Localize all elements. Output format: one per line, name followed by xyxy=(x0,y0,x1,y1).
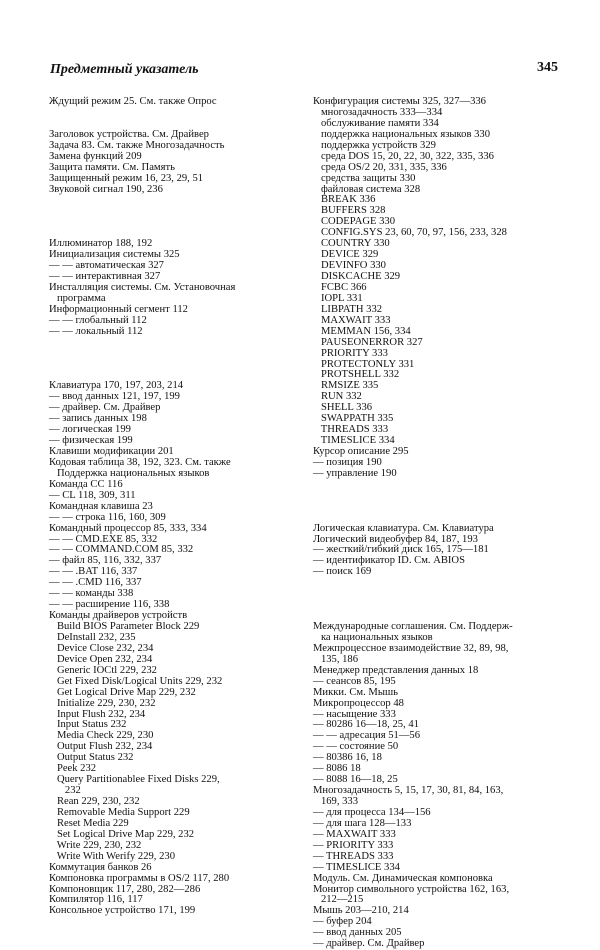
index-entry xyxy=(49,108,311,119)
index-entry: Инсталляция системы. См. Установочная xyxy=(49,281,236,293)
index-entry: RMSIZE 335 xyxy=(313,380,379,392)
index-entry: — — COMMAND.COM 85, 332 xyxy=(49,544,194,556)
index-entry: Поддержка национальных языков xyxy=(49,467,210,479)
index-entry xyxy=(313,480,593,491)
index-entry: — — адресация 51—56 xyxy=(313,730,421,742)
running-header-title: Предметный указатель xyxy=(50,62,199,77)
index-entry: MEMMAN 156, 334 xyxy=(313,325,411,337)
index-entry: Ждущий режим 25. См. также Опрос xyxy=(49,96,217,107)
index-entry: DEVICE 329 xyxy=(313,249,379,261)
index-entry: Компоновка программы в OS/2 117, 280 xyxy=(49,872,230,884)
index-entry: — ввод данных 205 xyxy=(313,927,402,939)
index-entry: PROTECTONLY 331 xyxy=(313,358,415,370)
index-entry: SHELL 336 xyxy=(313,402,373,414)
index-entry: — 80386 16, 18 xyxy=(313,752,382,764)
index-entry: Менеджер представления данных 18 xyxy=(313,664,479,676)
index-entry: — идентификатор ID. См. ABIOS xyxy=(313,555,465,567)
index-entry: Компилятор 116, 117 xyxy=(49,894,143,906)
index-entry: — 8086 18 xyxy=(313,763,361,775)
index-entry: — MAXWAIT 333 xyxy=(313,828,396,840)
index-entry: Set Logical Drive Map 229, 232 xyxy=(49,828,195,840)
index-entry: 232 xyxy=(49,785,81,797)
index-entry: TIMESLICE 334 xyxy=(313,435,395,447)
index-entry: — сеансов 85, 195 xyxy=(313,675,396,687)
index-entry: Initialize 229, 230, 232 xyxy=(49,697,156,709)
index-entry: — — состояние 50 xyxy=(313,741,399,753)
index-entry: DISKCACHE 329 xyxy=(313,271,401,282)
index-entry: THREADS 333 xyxy=(313,424,389,436)
index-entry: — — команды 338 xyxy=(49,588,134,600)
index-entry: поддержка национальных языков 330 xyxy=(313,128,490,140)
index-entry: — драйвер. См. Драйвер xyxy=(49,402,161,414)
index-entry: Get Fixed Disk/Logical Units 229, 232 xyxy=(49,675,223,687)
index-entry: — — строка 116, 160, 309 xyxy=(49,511,166,523)
index-entry: Звуковой сигнал 190, 236 xyxy=(49,183,163,195)
index-entry: DEVINFO 330 xyxy=(313,260,386,272)
index-entry xyxy=(49,338,311,349)
index-entry: Generic IOCtl 229, 232 xyxy=(49,664,157,676)
index-entry: — CL 118, 309, 311 xyxy=(49,489,136,501)
index-entry: PAUSEONERROR 327 xyxy=(313,336,423,348)
index-entry: RUN 332 xyxy=(313,391,362,403)
index-entry: — запись данных 198 xyxy=(49,413,147,425)
index-entry: Write 229, 230, 232 xyxy=(49,839,142,851)
index-entry xyxy=(49,195,311,206)
index-entry: обслуживание памяти 334 xyxy=(313,117,439,129)
index-entry: — — CMD.EXE 85, 332 xyxy=(49,533,158,545)
index-entry: Замена функций 209 xyxy=(49,150,142,162)
index-entry: Reset Media 229 xyxy=(49,817,129,829)
index-entry: Микропроцессор 48 xyxy=(313,697,404,709)
index-entry: — логическая 199 xyxy=(49,424,131,436)
index-entry: — поиск 169 xyxy=(313,566,372,578)
index-entry: — — автоматическая 327 xyxy=(49,260,164,272)
index-entry: MAXWAIT 333 xyxy=(313,314,391,326)
index-entry xyxy=(313,578,593,589)
index-entry: — THREADS 333 xyxy=(313,850,394,862)
index-entry: Input Status 232 xyxy=(49,719,127,731)
index-entry: Input Flush 232, 234 xyxy=(49,708,146,720)
index-entry: SWAPPATH 335 xyxy=(313,413,394,425)
index-column-left xyxy=(49,97,311,917)
index-entry: CODEPAGE 330 xyxy=(313,216,396,228)
index-entry: среда DOS 15, 20, 22, 30, 322, 335, 336 xyxy=(313,150,494,162)
index-entry: Build BIOS Parameter Block 229 xyxy=(49,621,200,632)
index-entry: — — .BAT 116, 337 xyxy=(49,566,138,578)
index-entry: Конфигурация системы 325, 327—336 xyxy=(313,96,486,107)
index-entry: Команды драйверов устройств xyxy=(49,610,188,622)
index-entry: CONFIG.SYS 23, 60, 70, 97, 156, 233, 328 xyxy=(313,227,507,239)
page-number: 345 xyxy=(537,60,558,75)
index-entry: FCBC 366 xyxy=(313,281,367,293)
index-entry: средства защиты 330 xyxy=(313,172,416,184)
index-entry: DeInstall 232, 235 xyxy=(49,631,136,643)
index-entry: — позиция 190 xyxy=(313,456,382,468)
index-entry: — 80286 16—18, 25, 41 xyxy=(313,719,419,731)
index-entry: — жесткий/гибкий диск 165, 175—181 xyxy=(313,544,489,556)
index-entry: Защищенный режим 16, 23, 29, 51 xyxy=(49,172,204,184)
index-entry: Rean 229, 230, 232 xyxy=(49,796,140,807)
index-entry: 169, 333 xyxy=(313,796,359,807)
index-entry: — — интерактивная 327 xyxy=(49,271,161,282)
index-entry: — насыщение 333 xyxy=(313,708,396,720)
index-entry: среда OS/2 20, 331, 335, 336 xyxy=(313,161,447,173)
index-entry: Курсор описание 295 xyxy=(313,446,409,457)
index-entry: Device Close 232, 234 xyxy=(49,642,154,654)
index-entry: — TIMESLICE 334 xyxy=(313,861,400,873)
index-entry: Межпроцессное взаимодействие 32, 89, 98, xyxy=(313,642,509,654)
index-column-right xyxy=(313,97,593,950)
index-entry: — — локальный 112 xyxy=(49,325,143,337)
index-entry: Команда CC 116 xyxy=(49,478,123,490)
index-entry: Монитор символьного устройства 162, 163, xyxy=(313,883,510,895)
index-entry: Многозадачность 5, 15, 17, 30, 81, 84, 163, xyxy=(313,785,504,797)
index-entry: — 8088 16—18, 25 xyxy=(313,774,398,786)
index-entry: Media Check 229, 230 xyxy=(49,730,154,742)
index-entry: — для шага 128—133 xyxy=(313,817,412,829)
index-entry: Output Status 232 xyxy=(49,752,134,764)
index-entry: — управление 190 xyxy=(313,467,397,479)
index-entry: Консольное устройство 171, 199 xyxy=(49,905,196,917)
index-entry: IOPL 331 xyxy=(313,292,363,304)
index-entry: Коммутация банков 26 xyxy=(49,861,152,873)
index-entry: — — .CMD 116, 337 xyxy=(49,577,142,589)
index-entry: — физическая 199 xyxy=(49,435,133,447)
index-entry: Командная клавиша 23 xyxy=(49,500,153,512)
index-entry: Инициализация системы 325 xyxy=(49,249,180,261)
index-entry: Микки. См. Мышь xyxy=(313,686,398,698)
index-entry xyxy=(313,513,593,524)
index-entry xyxy=(49,217,311,228)
index-entry: Иллюминатор 188, 192 xyxy=(49,238,153,250)
index-entry: 135, 186 xyxy=(313,653,359,665)
index-entry: Мышь 203—210, 214 xyxy=(313,905,409,917)
index-entry xyxy=(49,206,311,217)
index-entry: программа xyxy=(49,292,106,304)
index-entry: Заголовок устройства. См. Драйвер xyxy=(49,128,209,140)
index-entry: файловая система 328 xyxy=(313,183,421,195)
index-entry: Задача 83. См. также Многозадачность xyxy=(49,139,225,151)
index-entry: Клавиши модификации 201 xyxy=(49,446,174,457)
index-entry: — — глобальный 112 xyxy=(49,314,147,326)
index-entry: PRIORITY 333 xyxy=(313,347,388,359)
index-entry: многозадачность 333—334 xyxy=(313,106,443,118)
index-entry: Информационный сегмент 112 xyxy=(49,303,188,315)
index-entry: Модуль. См. Динамическая компоновка xyxy=(313,872,493,884)
index-entry xyxy=(49,349,311,360)
index-entry: Клавиатура 170, 197, 203, 214 xyxy=(49,380,184,392)
index-entry: — PRIORITY 333 xyxy=(313,839,394,851)
index-entry: — ввод данных 121, 197, 199 xyxy=(49,391,180,403)
index-entry: Peek 232 xyxy=(49,763,97,775)
index-entry: Removable Media Support 229 xyxy=(49,806,190,818)
index-entry: LIBPATH 332 xyxy=(313,303,383,315)
index-entry: BREAK 336 xyxy=(313,194,376,206)
index-entry: — файл 85, 116, 332, 337 xyxy=(49,555,162,567)
index-entry: Write With Werify 229, 230 xyxy=(49,850,175,862)
index-entry: Кодовая таблица 38, 192, 323. См. также xyxy=(49,456,231,468)
index-entry: Логическая клавиатура. См. Клавиатура xyxy=(313,522,494,534)
index-entry: — буфер 204 xyxy=(313,916,372,928)
index-entry: Device Open 232, 234 xyxy=(49,653,153,665)
index-entry xyxy=(313,589,593,600)
index-entry: COUNTRY 330 xyxy=(313,238,390,250)
index-entry: Output Flush 232, 234 xyxy=(49,741,153,753)
index-entry: поддержка устройств 329 xyxy=(313,139,436,151)
index-entry xyxy=(313,600,593,611)
index-entry xyxy=(313,491,593,502)
index-entry: Компоновщик 117, 280, 282—286 xyxy=(49,883,201,895)
index-entry: — драйвер. См. Драйвер xyxy=(313,938,425,950)
index-entry: BUFFERS 328 xyxy=(313,205,386,217)
index-entry: — — расширение 116, 338 xyxy=(49,599,170,611)
index-entry: PROTSHELL 332 xyxy=(313,369,400,381)
index-entry: Логический видеобуфер 84, 187, 193 xyxy=(313,533,478,545)
index-entry: Командный процессор 85, 333, 334 xyxy=(49,522,207,534)
index-entry: Get Logical Drive Map 229, 232 xyxy=(49,686,196,698)
index-entry: — для процесса 134—156 xyxy=(313,806,431,818)
index-entry: Query Partitionablee Fixed Disks 229, xyxy=(49,774,220,786)
index-entry: Международные соглашения. См. Поддерж- xyxy=(313,621,513,632)
index-entry: 212—215 xyxy=(313,894,364,906)
index-entry: ка национальных языков xyxy=(313,631,433,643)
index-entry xyxy=(313,502,593,513)
index-entry: Защита памяти. См. Память xyxy=(49,161,175,173)
index-entry xyxy=(49,360,311,371)
